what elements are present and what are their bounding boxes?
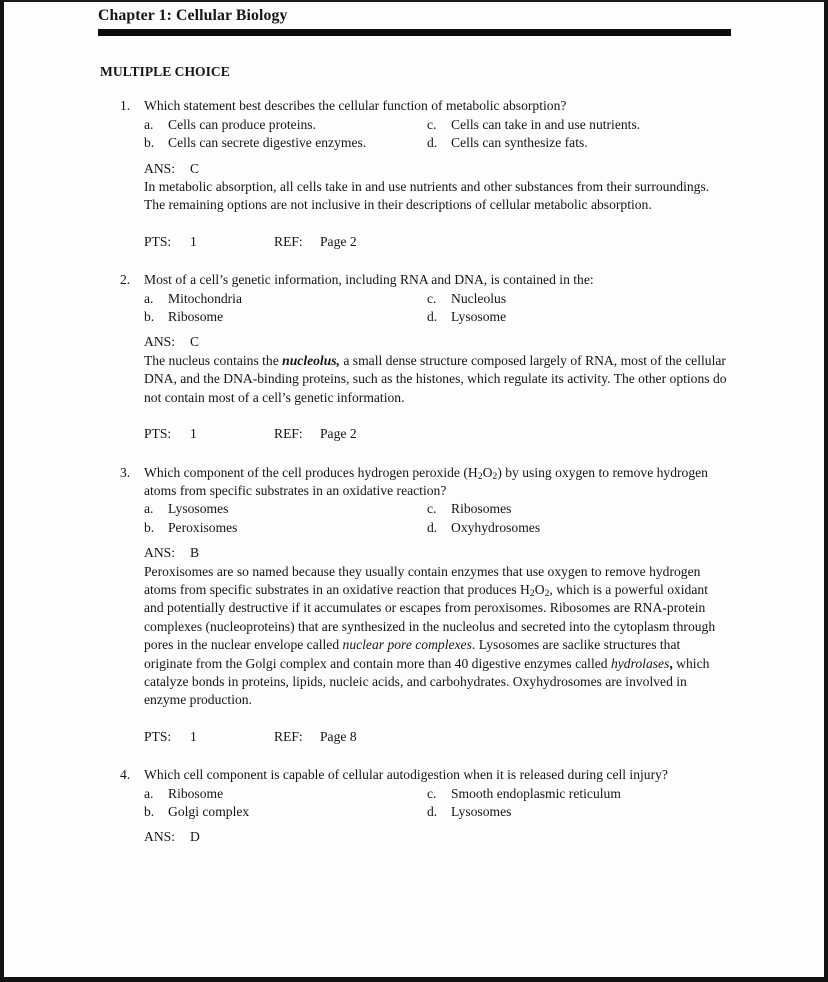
pts-group xyxy=(144,728,274,746)
question-number: 2. xyxy=(120,272,131,288)
option-text: Mitochondria xyxy=(168,290,242,306)
pts-value: 1 xyxy=(190,233,197,249)
option-text: Cells can produce proteins. xyxy=(168,116,316,132)
pts-label: PTS: xyxy=(144,728,172,744)
option-letter: d. xyxy=(427,804,438,819)
pts-value: 1 xyxy=(190,728,197,744)
option-text: Lysosomes xyxy=(168,501,229,517)
option-a xyxy=(144,785,427,803)
option-d xyxy=(427,308,727,326)
option-letter: a. xyxy=(144,116,154,132)
option-grid xyxy=(144,500,727,537)
option-text: Cells can secrete digestive enzymes. xyxy=(168,135,367,151)
answer-value: B xyxy=(190,545,200,561)
option-letter: a. xyxy=(144,785,154,801)
pts-ref-line xyxy=(144,425,727,443)
option-c xyxy=(427,500,727,518)
pts-ref-line xyxy=(144,233,727,251)
option-text: Nucleolus xyxy=(451,290,507,306)
answer-label: ANS: xyxy=(144,160,175,176)
option-c xyxy=(427,785,727,803)
ref-label: REF: xyxy=(274,728,303,744)
option-letter: a. xyxy=(144,290,154,306)
answer-value: C xyxy=(190,334,200,350)
option-text: Oxyhydrosomes xyxy=(451,519,541,535)
option-a xyxy=(144,500,427,518)
option-c xyxy=(427,116,727,134)
question-stem: Which cell component is capable of cellular autodigestion when it is released during cell injury? xyxy=(144,767,668,783)
question-list xyxy=(4,97,824,846)
answer-line xyxy=(144,828,727,846)
option-b xyxy=(144,308,427,326)
option-a xyxy=(144,290,427,308)
pts-group xyxy=(144,425,274,443)
option-b xyxy=(144,134,427,152)
answer-value: C xyxy=(190,160,200,176)
option-letter: c. xyxy=(427,290,437,306)
option-letter: b. xyxy=(144,519,155,535)
option-d xyxy=(427,519,727,537)
answer-line xyxy=(144,333,727,351)
question-stem: Which statement best describes the cellular function of metabolic absorption? xyxy=(144,98,567,114)
option-letter: c. xyxy=(427,501,437,517)
option-letter: b. xyxy=(144,309,155,325)
question-number: 3. xyxy=(120,464,131,480)
pts-ref-line xyxy=(144,728,727,746)
option-letter: c. xyxy=(427,785,437,801)
rationale-text: In metabolic absorption, all cells take in and use nutrients and other substances from their surroundings. The remaining options are not inclusive in their descriptions of cellular metabolic absorption. xyxy=(144,179,710,213)
answer-line xyxy=(144,544,727,562)
ref-value: Page 2 xyxy=(320,233,357,249)
rationale-text: The nucleus contains the nucleolus, a small dense structure composed largely of RNA, most of the cellular DNA, and the DNA-binding proteins, such as the histones, which regulate its activity. The other options do not contain most of a cell’s genetic information. xyxy=(144,352,727,405)
question-item xyxy=(120,464,824,747)
option-text: Ribosomes xyxy=(451,501,512,517)
option-letter: d. xyxy=(427,519,438,535)
title-rule xyxy=(98,29,731,36)
option-text: Smooth endoplasmic reticulum xyxy=(451,785,621,801)
option-b xyxy=(144,519,427,537)
answer-label: ANS: xyxy=(144,829,175,845)
option-grid xyxy=(144,116,727,153)
option-letter: c. xyxy=(427,116,437,132)
option-text: Peroxisomes xyxy=(168,519,238,535)
option-text: Lysosome xyxy=(451,309,507,325)
option-d xyxy=(427,134,727,152)
question-item xyxy=(120,97,824,251)
question-body xyxy=(144,766,727,847)
question-item xyxy=(120,766,824,847)
chapter-title: Chapter 1: Cellular Biology xyxy=(98,7,288,24)
question-body xyxy=(144,464,727,747)
question-stem: Most of a cell’s genetic information, including RNA and DNA, is contained in the: xyxy=(144,272,594,288)
ref-label: REF: xyxy=(274,233,303,249)
option-letter: d. xyxy=(427,309,438,325)
option-letter: b. xyxy=(144,135,155,151)
question-number: 4. xyxy=(120,767,131,783)
pts-group xyxy=(144,233,274,251)
option-grid xyxy=(144,290,727,327)
pts-label: PTS: xyxy=(144,426,172,442)
rationale-text: Peroxisomes are so named because they usually contain enzymes that use oxygen to remove hydrogen atoms from specific substrates in an oxidative reaction that produces $H_2O_2$, which is a powerful oxidant and potentially destructive if it accumulates or escapes from peroxisomes. Ribosomes are RNA-protein complexes (nucleoproteins) that are synthesized in the nucleolus and secreted into the cytoplasm through pores in the nuclear envelope called nuclear pore complexes. Lysosomes are saclike structures that originate from the Golgi complex and contain more than 40 digestive enzymes called hydrolases, which catalyze bonds in proteins, lipids, nucleic acids, and carbohydrates. Oxyhydrosomes are involved in enzyme production. xyxy=(144,563,716,708)
answer-line xyxy=(144,160,727,178)
ref-value: Page 2 xyxy=(320,426,357,442)
question-item xyxy=(120,271,824,443)
option-a xyxy=(144,116,427,134)
option-text: Lysosomes xyxy=(451,804,512,819)
section-heading: MULTIPLE CHOICE xyxy=(100,64,230,79)
option-text: Ribosome xyxy=(168,309,224,325)
ref-value: Page 8 xyxy=(320,728,357,744)
question-body xyxy=(144,271,727,443)
document-header xyxy=(98,6,824,36)
question-stem: Which component of the cell produces hydrogen peroxide $(H_2O_2)$ by using oxygen to remove hydrogen atoms from specific substrates in an oxidative reaction? xyxy=(144,464,708,498)
question-number: 1. xyxy=(120,98,131,114)
option-letter: d. xyxy=(427,135,438,151)
answer-label: ANS: xyxy=(144,334,175,350)
option-b xyxy=(144,803,427,821)
option-d xyxy=(427,803,727,821)
option-text: Cells can take in and use nutrients. xyxy=(451,116,641,132)
option-grid xyxy=(144,785,727,822)
option-text: Cells can synthesize fats. xyxy=(451,135,588,151)
option-letter: a. xyxy=(144,501,154,517)
option-c xyxy=(427,290,727,308)
answer-value: D xyxy=(190,829,200,845)
answer-label: ANS: xyxy=(144,545,175,561)
pts-label: PTS: xyxy=(144,233,172,249)
option-text: Ribosome xyxy=(168,785,224,801)
option-text: Golgi complex xyxy=(168,804,250,819)
pts-value: 1 xyxy=(190,426,197,442)
ref-label: REF: xyxy=(274,426,303,442)
question-body xyxy=(144,97,727,251)
option-letter: b. xyxy=(144,804,155,819)
